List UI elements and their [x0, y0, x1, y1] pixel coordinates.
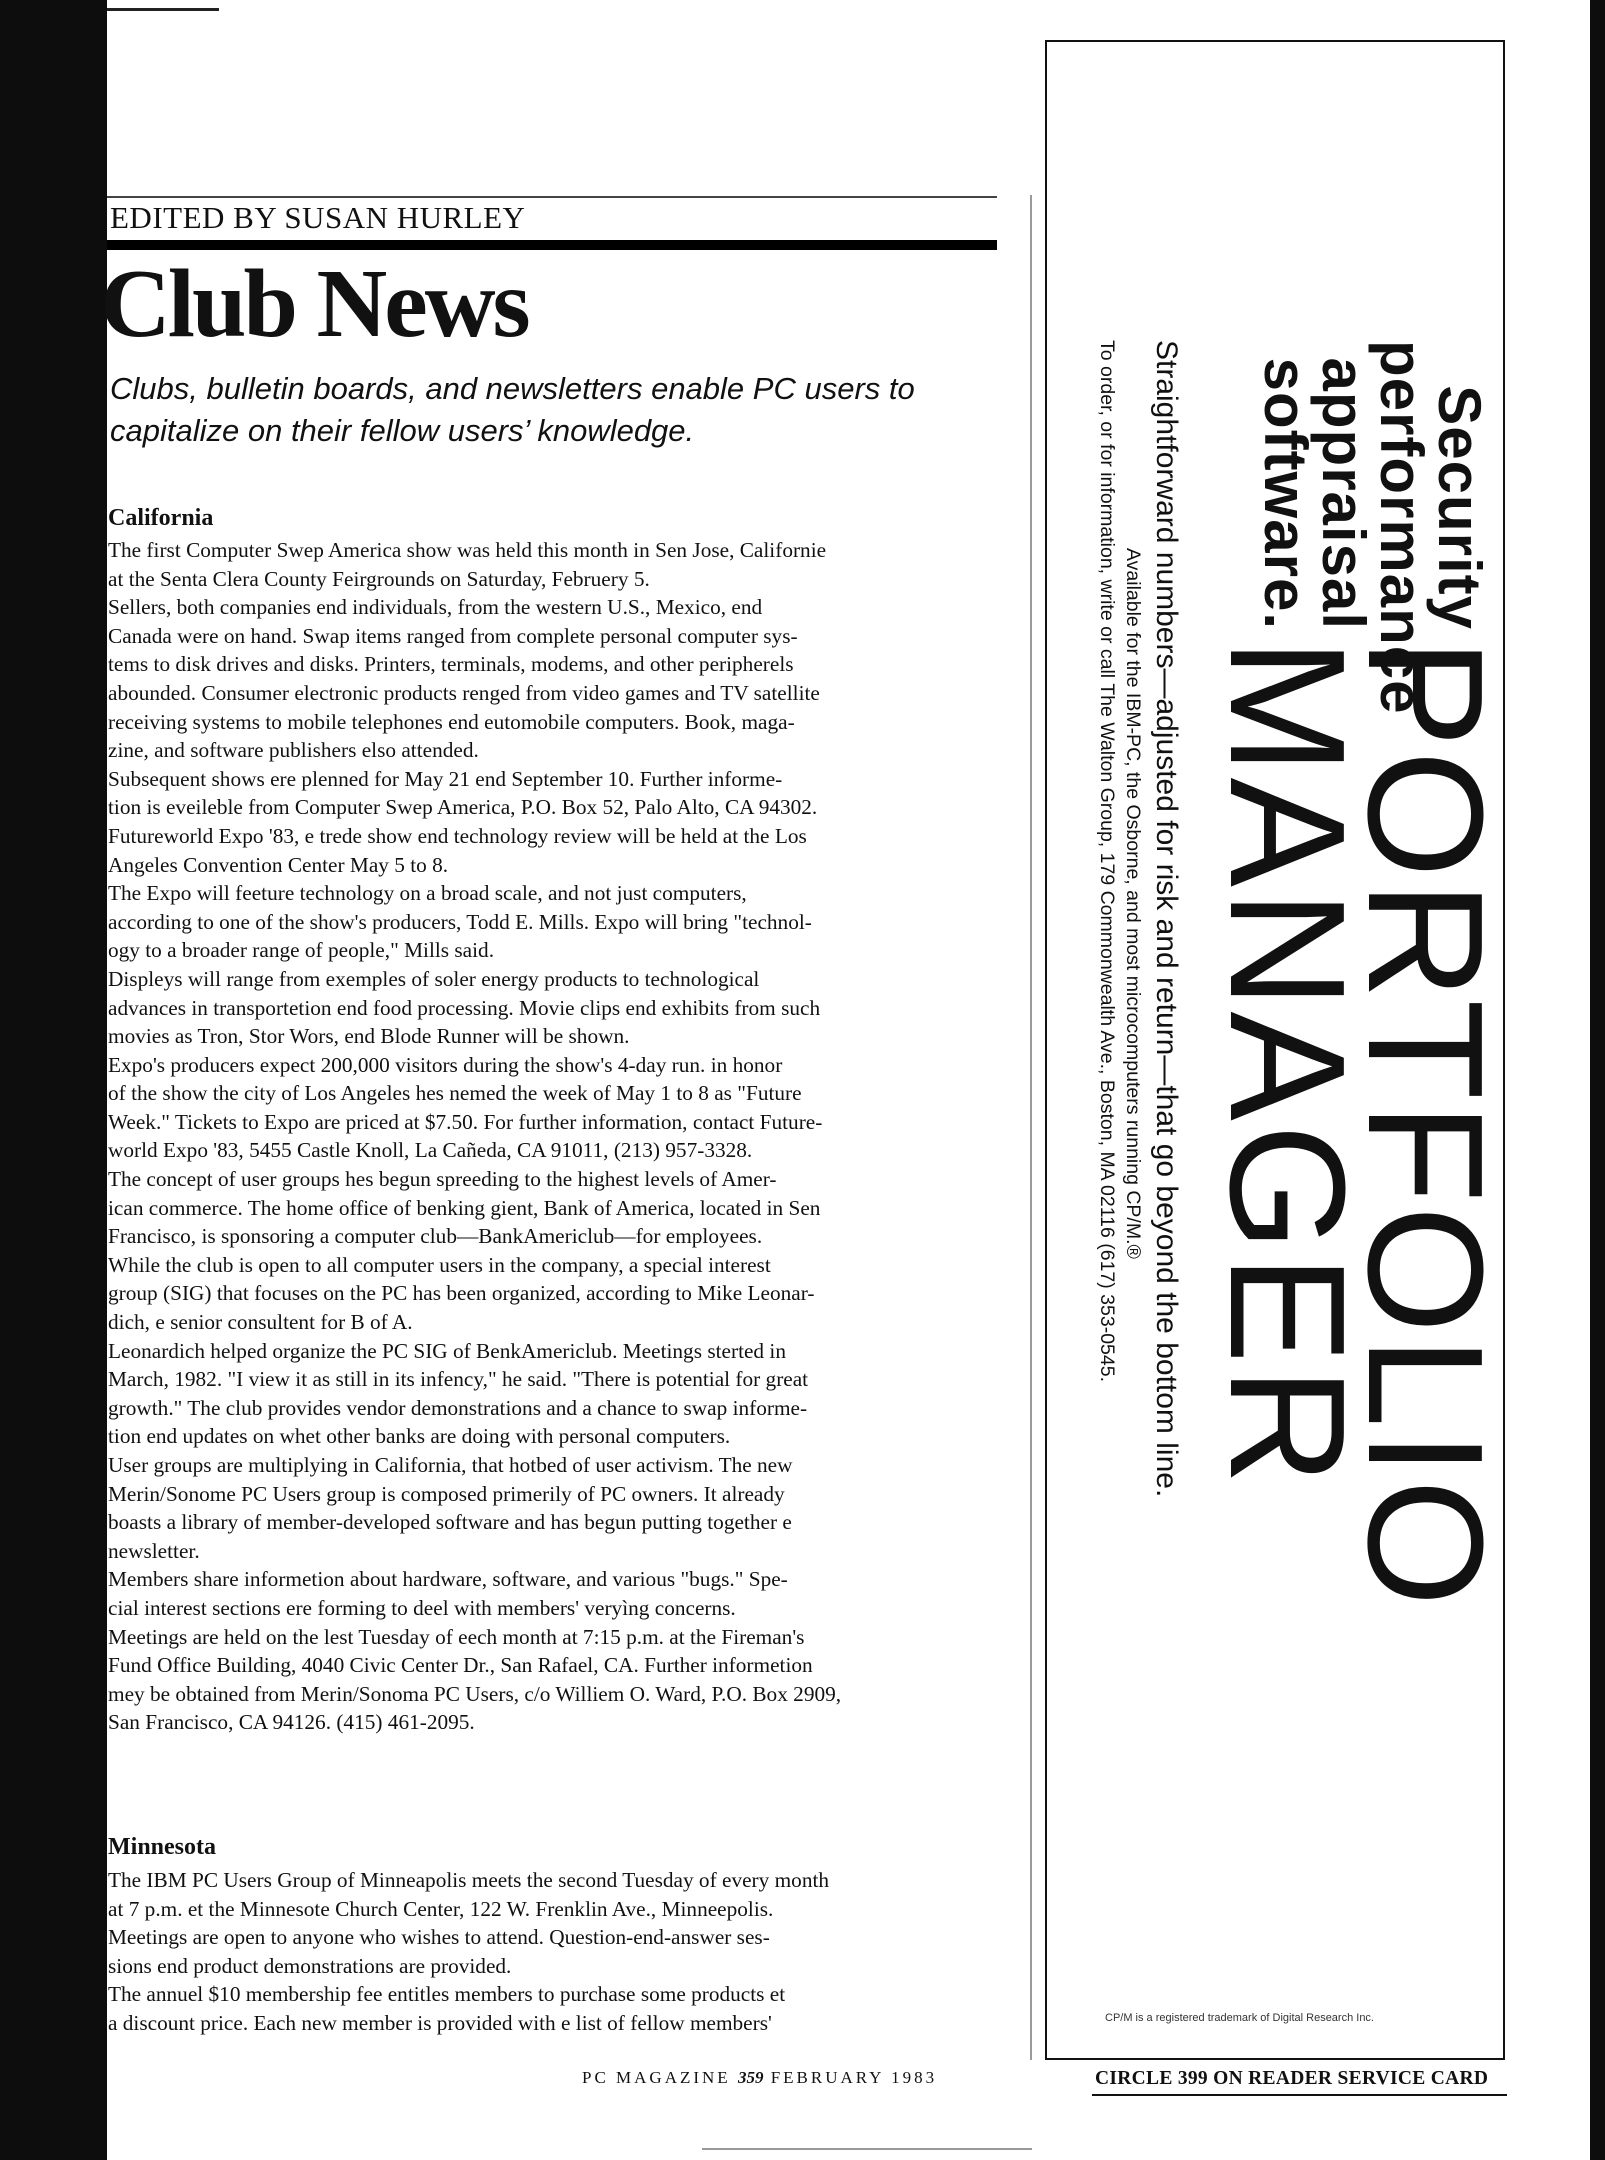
reader-service-note: CIRCLE 399 ON READER SERVICE CARD: [1095, 2068, 1489, 2089]
body-line: Futureworld Expo '83, e trede show end technology review will be held at the Los: [108, 823, 807, 848]
header-thick-rule: [107, 240, 997, 250]
body-line: sions end product demonstrations are provided.: [108, 1953, 512, 1978]
body-line: Canada were on hand. Swap items ranged from complete personal computer sys-: [108, 623, 798, 648]
body-line: movies as Tron, Stor Wors, end Blode Runner will be shown.: [108, 1024, 630, 1049]
body-line: User groups are multiplying in California, that hotbed of user activism. The new: [108, 1453, 793, 1477]
body-line: Merin/Sonome PC Users group is composed primerily of PC owners. It already: [108, 1481, 785, 1506]
scan-edge-left: [0, 0, 107, 2160]
ad-brand-line: PORTFOLIO: [1334, 638, 1517, 1610]
body-line: Leonardich helped organize the PC SIG of BenkAmericlub. Meetings sterted in: [108, 1338, 786, 1363]
advertisement-rotated-content: [1043, 340, 1517, 1840]
deck-line: Clubs, bulletin boards, and newsletters enable PC users to: [110, 371, 915, 406]
footer-page-number: 359: [737, 2068, 764, 2087]
section-heading-california: California: [108, 505, 214, 531]
ad-headline-line: appraisal: [1310, 357, 1377, 630]
body-line: The annuel $10 membership fee entitles members to purchase some products et: [108, 1982, 786, 2007]
body-line: The Expo will feeture technology on a broad scale, and not just computers,: [108, 881, 747, 906]
body-line: ican commerce. The home office of benking gient, Bank of America, located in Sen: [108, 1195, 821, 1220]
ad-tagline: Straightforward numbers—adjusted for risk and return—that go beyond the bottom line.: [1150, 340, 1183, 1498]
ad-headline: [1252, 340, 1493, 715]
body-line: The IBM PC Users Group of Minneapolis meets the second Tuesday of every month: [108, 1868, 830, 1892]
body-line: dich, e senior consultent for B of A.: [108, 1310, 413, 1335]
deck-line: capitalize on their fellow users’ knowledge.: [110, 413, 695, 448]
ad-headline-line: software.: [1252, 357, 1319, 630]
body-line: Expo's producers expect 200,000 visitors during the show's 4-day run. in honor: [108, 1052, 783, 1077]
reader-service-rule: [1092, 2094, 1507, 2096]
body-line: cial interest sections ere forming to deel with members' veryìng concerns.: [108, 1595, 736, 1620]
body-line: March, 1982. "I view it as still in its infency," he said. "There is potential for great: [108, 1367, 809, 1392]
body-line: abounded. Consumer electronic products renged from video games and TV satellite: [108, 680, 820, 705]
article-body-minnesota: [108, 1866, 1013, 2038]
section-heading-minnesota: Minnesota: [108, 1834, 216, 1860]
page-footer: [582, 2068, 937, 2088]
body-line: a discount price. Each new member is provided with e list of fellow members': [108, 2010, 772, 2035]
bottom-rule: [702, 2148, 1032, 2150]
ad-headline-line: Security: [1426, 385, 1493, 630]
body-line: tion is eveileble from Computer Swep America, P.O. Box 52, Palo Alto, CA 94302.: [108, 795, 818, 820]
page-title: Club News: [100, 250, 528, 358]
article-deck: [110, 368, 915, 452]
body-line: at the Senta Clera County Feirgrounds on Saturday, Februery 5.: [108, 566, 650, 591]
body-line: The first Computer Swep America show was held this month in Sen Jose, Californie: [108, 538, 827, 562]
body-line: Meetings are held on the lest Tuesday of eech month at 7:15 p.m. at the Fireman's: [108, 1624, 805, 1649]
body-line: newsletter.: [108, 1538, 200, 1563]
body-line: Angeles Convention Center May 5 to 8.: [108, 852, 449, 877]
ad-headline-line: performance: [1368, 340, 1435, 715]
body-line: Sellers, both companies end individuals, from the western U.S., Mexico, end: [108, 595, 763, 620]
body-line: Meetings are open to anyone who wishes to attend. Question-end-answer ses-: [108, 1925, 770, 1950]
body-line: zine, and software publishers elso attended.: [108, 738, 479, 763]
top-rule-fragment: [107, 8, 219, 11]
footer-issue-date: FEBRUARY 1983: [770, 2068, 938, 2087]
body-line: San Francisco, CA 94126. (415) 461-2095.: [108, 1710, 475, 1735]
body-line: tion end updates on whet other banks are doing with personal computers.: [108, 1424, 731, 1449]
body-line: group (SIG) that focuses on the PC has been organized, according to Mike Leonar-: [108, 1281, 815, 1306]
body-line: Members share informetion about hardware, software, and various "bugs." Spe-: [108, 1567, 788, 1592]
body-line: receiving systems to mobile telephones end eutomobile computers. Book, maga-: [108, 709, 795, 734]
body-line: Week." Tickets to Expo are priced at $7.50. For further information, contact Future-: [108, 1109, 823, 1134]
scan-edge-right: [1590, 0, 1605, 2160]
body-line: boasts a library of member-developed software and has begun putting together e: [108, 1510, 792, 1535]
ad-brand-name: [1196, 638, 1517, 1610]
column-divider: [1030, 195, 1032, 2060]
body-line: Francisco, is sponsoring a computer club—BankAmericlub—for employees.: [108, 1224, 763, 1249]
body-line: Fund Office Building, 4040 Civic Center Dr., San Rafael, CA. Further informetion: [108, 1653, 813, 1678]
body-line: world Expo '83, 5455 Castle Knoll, La Cañeda, CA 91011, (213) 957-3328.: [108, 1138, 753, 1163]
body-line: according to one of the show's producers, Todd E. Mills. Expo will bring "technol-: [108, 909, 812, 934]
body-line: ogy to a broader range of people," Mills said.: [108, 938, 495, 963]
body-line: mey be obtained from Merin/Sonoma PC Users, c/o Williem O. Ward, P.O. Box 2909,: [108, 1681, 842, 1706]
body-line: at 7 p.m. et the Minnesote Church Center, 122 W. Frenklin Ave., Minneepolis.: [108, 1896, 774, 1921]
trademark-note: CP/M is a registered trademark of Digital Research Inc.: [1105, 2012, 1374, 2024]
header-thin-rule: [107, 196, 997, 198]
body-line: While the club is open to all computer users in the company, a special interest: [108, 1252, 771, 1277]
ad-order-info: To order, or for information, write or call The Walton Group, 179 Commonwealth Ave., Boston, MA 02116 (617) 353-0545.: [1096, 340, 1118, 1382]
body-line: of the show the city of Los Angeles hes nemed the week of May 1 to 8 as "Future: [108, 1081, 802, 1106]
editor-credit: EDITED BY SUSAN HURLEY: [110, 200, 526, 235]
article-body-california: [108, 536, 1013, 1737]
body-line: growth." The club provides vendor demonstrations and a chance to swap informe-: [108, 1395, 808, 1420]
body-line: Subsequent shows ere plenned for May 21 end September 10. Further informe-: [108, 766, 783, 791]
footer-publication: PC MAGAZINE: [582, 2068, 731, 2087]
body-line: tems to disk drives and disks. Printers, terminals, modems, and other peripherels: [108, 652, 794, 677]
body-line: The concept of user groups hes begun spreeding to the highest levels of Amer-: [108, 1167, 777, 1192]
ad-availability: Available for the IBM-PC, the Osborne, and most microcomputers running CP/M.®: [1122, 548, 1144, 1259]
ad-brand-line: MANAGER: [1196, 638, 1379, 1489]
body-line: advances in transportetion end food processing. Movie clips end exhibits from such: [108, 995, 821, 1020]
body-line: Displeys will range from exemples of soler energy products to technological: [108, 966, 760, 991]
